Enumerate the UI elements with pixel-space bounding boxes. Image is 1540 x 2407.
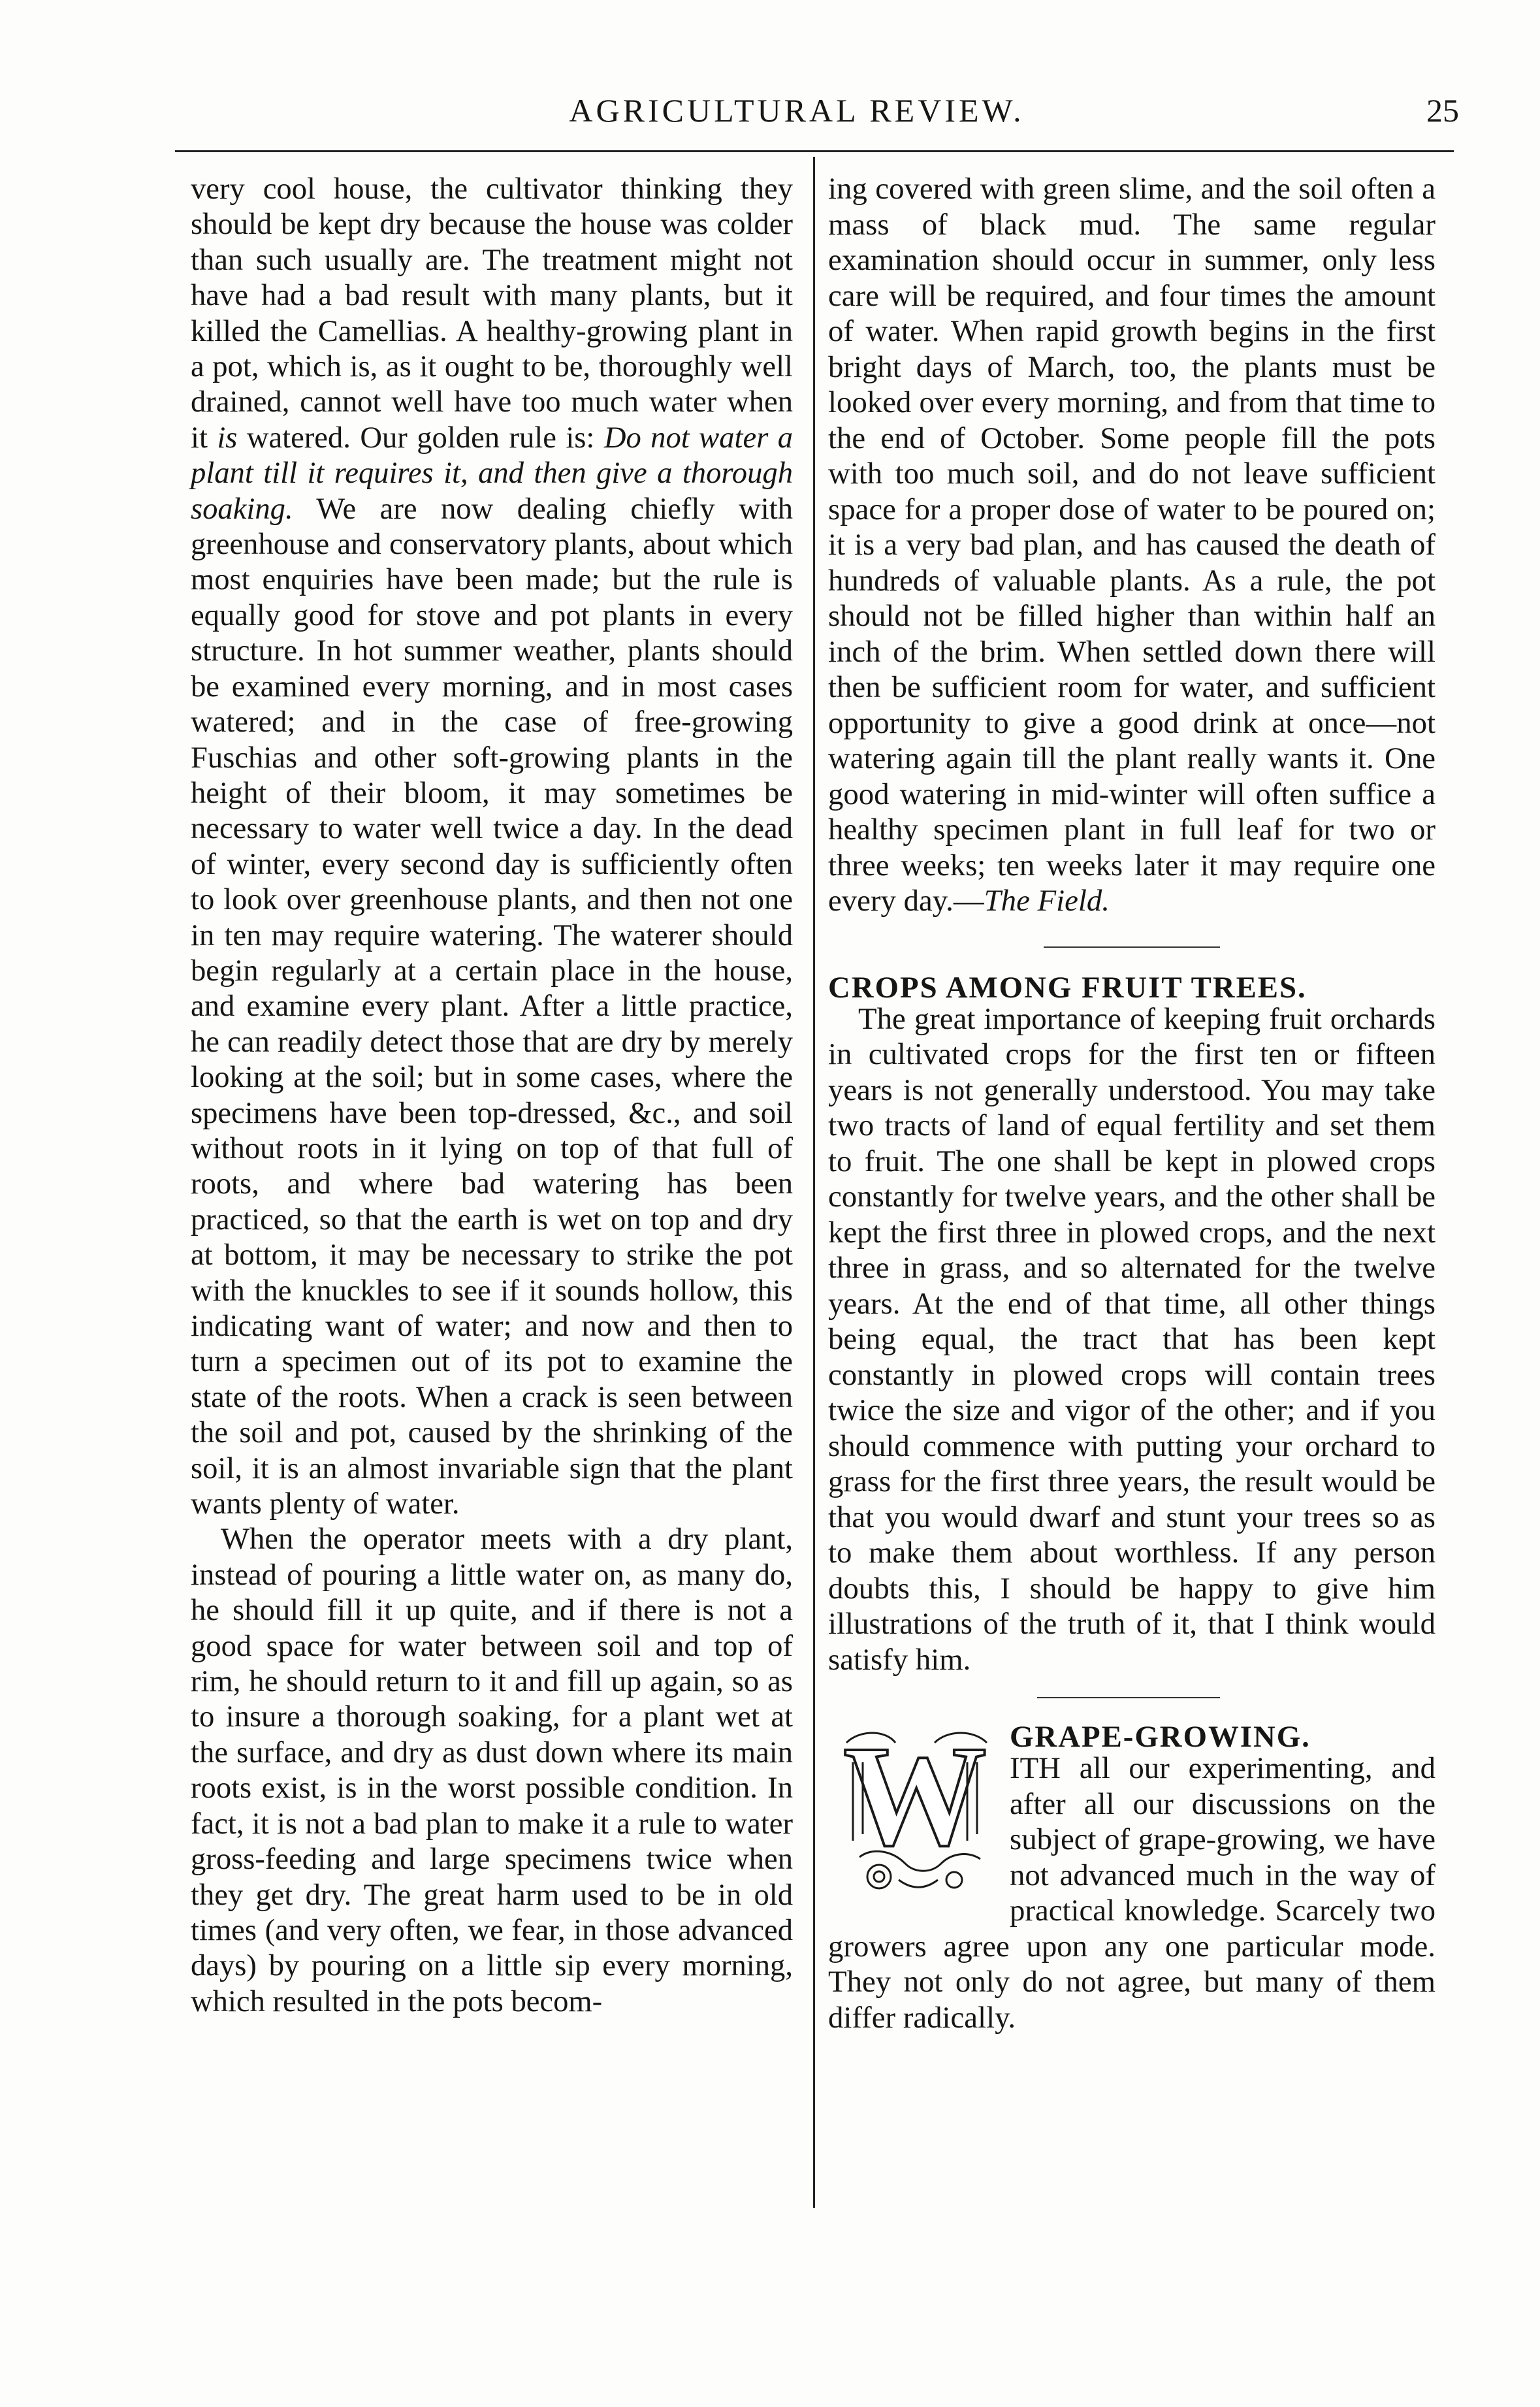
separator-rule — [1044, 946, 1220, 948]
section-separator — [828, 919, 1436, 970]
heading-grape-growing: GRAPE-GROWING. — [1010, 1720, 1311, 1754]
paragraph-continued — [828, 171, 1436, 919]
source-citation: The Field. — [984, 884, 1110, 918]
section-separator — [828, 1677, 1436, 1719]
paragraph-text: very cool house, the cultivator thinking they should be kept dry because the house was colder than such usually are. The treatment might not have had a bad result with many plants, but it killed the Camellias. A healthy-growing plant in a pot, which is, as it ought to be, thoroughly well drained, cannot well have too much water when it — [191, 172, 793, 455]
dropcap-letter: W — [843, 1723, 987, 1875]
golden-rule: Do not water a plant till it requires it, and then give a thorough soaking. — [191, 420, 794, 526]
ornamental-initial-w-icon — [833, 1723, 997, 1899]
separator-rule — [1037, 1697, 1220, 1698]
heading-crops-among-fruit-trees: CROPS AMONG FRUIT TREES. — [828, 970, 1307, 1005]
right-column — [828, 171, 1436, 2035]
paragraph-grape-growing: ITH all our experimenting, and after all our discussions on the subject of grape-growing, we have not advanced much in the way of practical knowledge. Scarcely two growers agree upon any one particular mode. They not only do not agree, but many of them differ radically. — [828, 1751, 1436, 2035]
header-rule — [175, 150, 1454, 152]
running-head — [0, 91, 1540, 131]
grape-growing-section — [828, 1719, 1436, 2035]
running-title: AGRICULTURAL REVIEW. — [569, 92, 1025, 129]
paragraph-text: We are now dealing chiefly with greenhouse and conservatory plants, about which most enquiries have been made; but the rule is equally good for stove and pot plants in every structure. In hot summer weather, plants should be examined every morning, and in most cases watered; and in the case of free-growing Fuschias and other soft-growing plants in the height of their bloom, it may sometimes be necessary to water well twice a day. In the dead of winter, every second day is sufficiently often to look over greenhouse plants, and then not one in ten may require watering. The waterer should begin regularly at a certain place in the house, and examine every plant. After a little practice, he can readily detect those that are dry by merely looking at the soil; but in some cases, where the specimens have been top-dressed, &c., and soil without roots in it lying on top of that full of roots, and where bad watering has been practiced, so that the earth is wet on top and dry at bottom, it may be necessary to strike the pot with the knuckles to see if it sounds hollow, this indicating want of water; and now and then to turn a specimen out of its pot to examine the state of the roots. When a crack is seen between the soil and pot, caused by the shrinking of the soil, it is an almost invariable sign that the plant wants plenty of water. — [191, 491, 793, 1521]
column-divider — [813, 157, 815, 2208]
paragraph-text: ing covered with green slime, and the soil often a mass of black mud. The same regular examination should occur in summer, only less care will be required, and four times the amount of water. When rapid growth begins in the first bright days of March, too, the plants must be looked over every morning, and from that time to the end of October. Some people fill the pots with too much soil, and do not leave sufficient space for a proper dose of water to be poured on; it is a very bad plan, and has caused the death of hundreds of valuable plants. As a rule, the pot should not be filled higher than within half an inch of the brim. When settled down there will then be sufficient room for water, and sufficient opportunity to give a good drink at once—not watering again till the plant really wants it. One good watering in mid-winter will often suffice a healthy specimen plant in full leaf for two or three weeks; ten weeks later it may require one every day.— — [828, 172, 1436, 918]
paragraph-crops: The great importance of keeping fruit orchards in cultivated crops for the first ten or fifteen years is not generally understood. You may take two tracts of land of equal fertility and set them to fruit. The one shall be kept in plowed crops constantly for twelve years, and the other shall be kept the first three in plowed crops, and the next three in grass, and so alternated for the twelve years. At the end of that time, all other things being equal, the tract that has been kept constantly in plowed crops will contain trees twice the size and vigor of the other; and if you should commence with putting your orchard to grass for the first three years, the result would be that you would dwarf and stunt your trees so as to make them about worthless. If any person doubts this, I should be happy to give him illustrations of the truth of it, that I think would satisfy him. — [828, 1001, 1436, 1677]
ornamental-initial-w — [833, 1723, 997, 1899]
paragraph-watering-rule — [191, 171, 793, 1521]
paragraph-text: watered. Our golden rule is: — [237, 420, 604, 455]
emphasis-is: is — [217, 420, 238, 455]
paragraph-dry-plant: When the operator meets with a dry plant, instead of pouring a little water on, as many do, he should fill it up quite, and if there is not a good space for water between soil and top of rim, he should return to it and fill up again, so as to insure a thorough soaking, for a plant wet at the surface, and dry as dust down where its main roots exist, is in the worst possible condition. In fact, it is not a bad plan to make it a rule to water gross-feeding and large specimens twice when they get dry. The great harm used to be in old times (and very often, we fear, in those advanced days) by pouring on a little sip every morning, which resulted in the pots becom- — [191, 1522, 793, 2018]
page-number: 25 — [1426, 92, 1459, 129]
left-column — [191, 171, 793, 2019]
